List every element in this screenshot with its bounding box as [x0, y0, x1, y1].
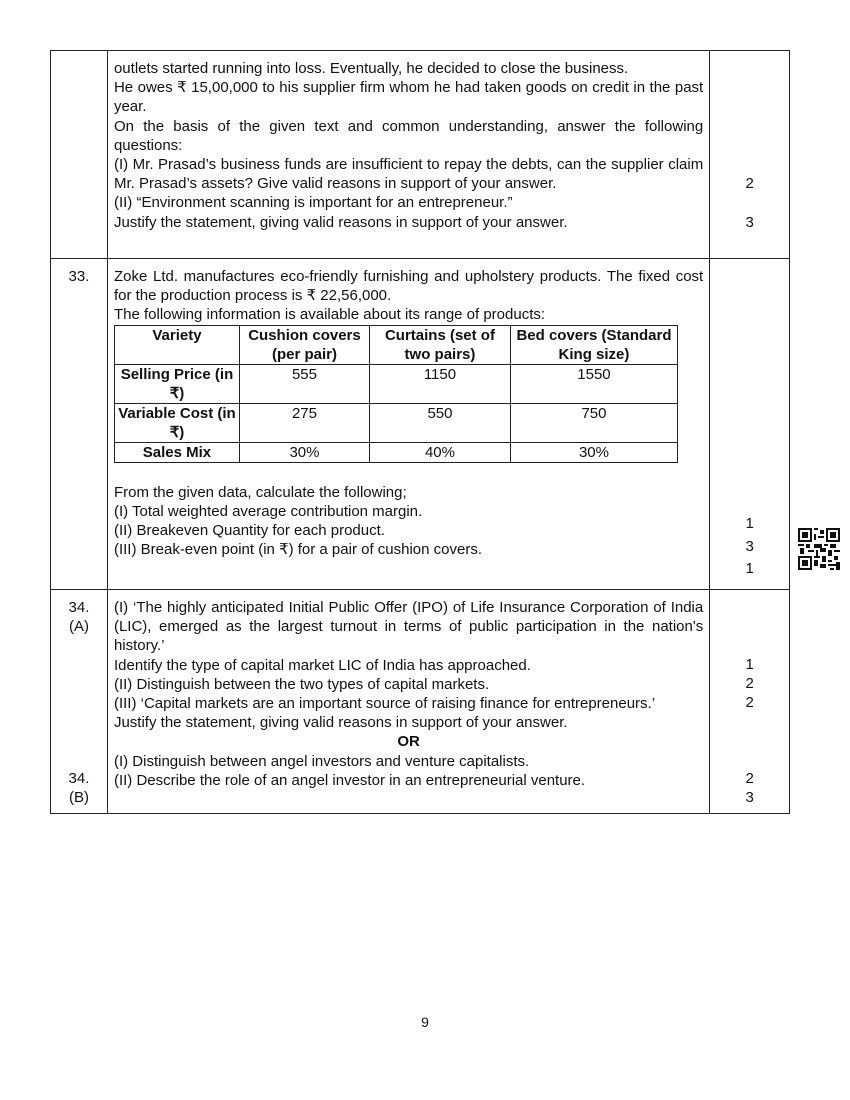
question-number: 34. — [68, 599, 90, 616]
q34b-part-2: (II) Describe the role of an angel investor in an entrepreneurial venture. — [113, 771, 586, 789]
table-cell: 555 — [239, 364, 369, 403]
q33-ask: From the given data, calculate the following; — [113, 483, 407, 501]
table-header: Cushion covers (per pair) — [239, 325, 369, 364]
table-cell: 30% — [239, 442, 369, 462]
q34-part-2: (II) Distinguish between the two types of capital markets. — [113, 675, 490, 693]
mark: 2 — [745, 675, 754, 692]
marks-cell — [710, 259, 790, 590]
q34-quote: (I) ‘The highly anticipated Initial Public Offer (IPO) of Life Insurance Corporation of India (LIC), emerged as the largest turnout in terms of public participation in the nation's history.’ — [113, 599, 704, 655]
question-32-row — [51, 51, 790, 259]
q32-line: Justify the statement, giving valid reasons in support of your answer. — [113, 213, 568, 231]
product-table — [114, 325, 678, 463]
table-row — [114, 442, 677, 462]
question-number-cell — [51, 590, 108, 814]
q34-part-3: (III) ‘Capital markets are an important source of raising finance for entrepreneurs.’ — [113, 695, 656, 713]
mark: 1 — [745, 560, 754, 577]
q33-part-2: (II) Breakeven Quantity for each product. — [113, 522, 385, 540]
table-header-row — [114, 325, 677, 364]
q33-part-3: (III) Break-even point (in ₹) for a pair of cushion covers. — [113, 541, 482, 559]
mark: 1 — [745, 515, 754, 532]
or-separator: OR — [397, 733, 420, 751]
mark: 2 — [745, 175, 754, 192]
row-label: Variable Cost (in ₹) — [114, 403, 239, 442]
question-34-row — [51, 590, 790, 814]
mark: 3 — [745, 538, 754, 555]
q32-line: On the basis of the given text and common understanding, answer the following questions: — [113, 117, 704, 154]
question-number-cell — [51, 51, 108, 259]
table-cell: 40% — [369, 442, 510, 462]
question-33-row — [51, 259, 790, 590]
row-label: Selling Price (in ₹) — [114, 364, 239, 403]
q33-part-1: (I) Total weighted average contribution margin. — [113, 502, 423, 520]
marks-cell — [710, 51, 790, 259]
table-row — [114, 403, 677, 442]
question-option-label: (A) — [68, 618, 89, 635]
table-header: Bed covers (Standard King size) — [510, 325, 677, 364]
mark: 2 — [745, 770, 754, 787]
table-cell: 750 — [510, 403, 677, 442]
table-header: Variety — [114, 325, 239, 364]
mark: 3 — [745, 214, 754, 231]
mark: 3 — [745, 789, 754, 806]
question-number: 33. — [51, 259, 108, 590]
mark: 2 — [745, 694, 754, 711]
mark: 1 — [745, 656, 754, 673]
q32-line: outlets started running into loss. Eventually, he decided to close the business. — [113, 60, 629, 77]
table-cell: 1150 — [369, 364, 510, 403]
table-cell: 550 — [369, 403, 510, 442]
q34-part-1: Identify the type of capital market LIC of India has approached. — [113, 656, 531, 674]
question-option-label: (B) — [68, 789, 89, 806]
question-table — [50, 50, 790, 814]
table-cell: 1550 — [510, 364, 677, 403]
table-cell: 275 — [239, 403, 369, 442]
q32-part-1: (I) Mr. Prasad’s business funds are insufficient to repay the debts, can the supplier claim Mr. Prasad’s assets? Give valid reasons in support of your answer. — [113, 156, 704, 193]
q32-line: He owes ₹ 15,00,000 to his supplier firm whom he had taken goods on credit in the past year. — [113, 79, 704, 116]
table-row — [114, 364, 677, 403]
q34b-part-1: (I) Distinguish between angel investors and venture capitalists. — [113, 752, 530, 770]
q33-intro: Zoke Ltd. manufactures eco-friendly furnishing and upholstery products. The fixed cost for the production process is ₹ 22,56,000. — [113, 268, 704, 305]
marks-cell — [710, 590, 790, 814]
page-number: 9 — [421, 1014, 429, 1030]
q34-part-3-justify: Justify the statement, giving valid reasons in support of your answer. — [113, 714, 568, 732]
qr-code-icon — [798, 528, 840, 570]
question-34-body — [107, 590, 709, 814]
row-label: Sales Mix — [114, 442, 239, 462]
q33-lead: The following information is available about its range of products: — [113, 306, 546, 324]
question-32-body — [107, 51, 709, 259]
q32-part-2: (II) “Environment scanning is important for an entrepreneur.” — [113, 194, 513, 212]
table-cell: 30% — [510, 442, 677, 462]
question-number: 34. — [68, 770, 90, 787]
question-33-body — [107, 259, 709, 590]
table-header: Curtains (set of two pairs) — [369, 325, 510, 364]
